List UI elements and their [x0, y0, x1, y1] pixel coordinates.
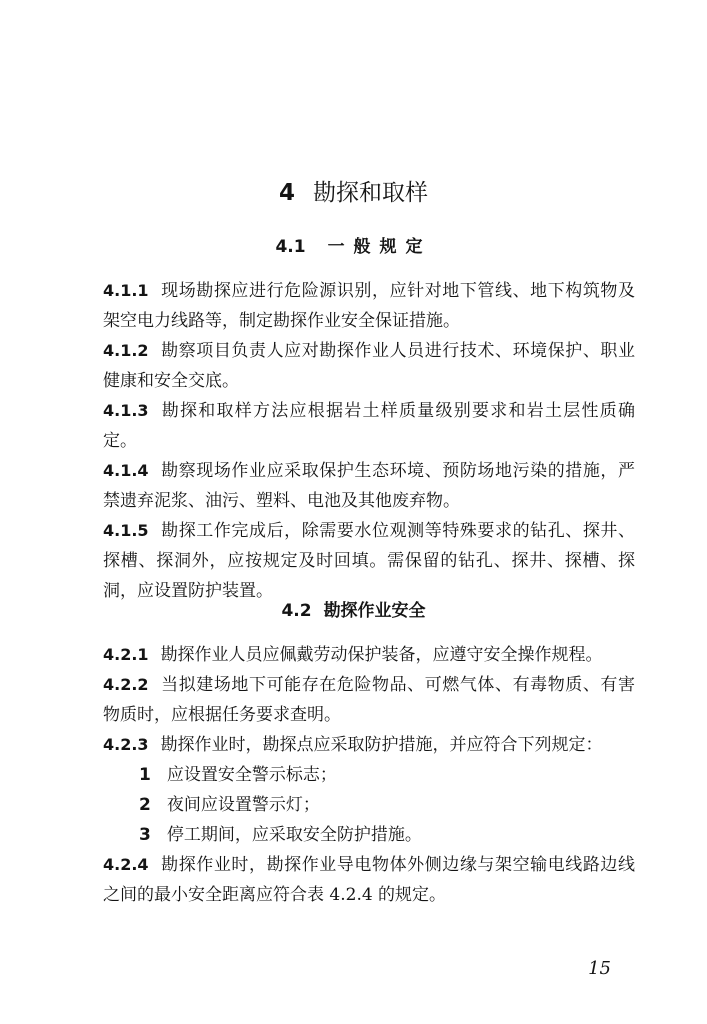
clause-number: 4.1.3: [103, 401, 149, 420]
clause-text: 当拟建场地下可能存在危险物品、可燃气体、有毒物质、有害物质时，应根据任务要求查明。: [103, 675, 635, 725]
item-text: 停工期间，应采取安全防护措施。: [166, 825, 422, 845]
clause-number: 4.1.5: [103, 521, 149, 540]
section-4-1-body: [103, 276, 635, 606]
clause-text: 现场勘探应进行危险源识别，应针对地下管线、地下构筑物及架空电力线路等，制定勘探作业安全保证措施。: [103, 281, 635, 331]
clause: [103, 670, 635, 730]
item-text: 夜间应设置警示灯；: [166, 795, 320, 815]
clause: [103, 396, 635, 456]
clause: [103, 456, 635, 516]
clause: [103, 850, 635, 910]
clause-number: 4.1.2: [103, 341, 149, 360]
clause: [103, 276, 635, 336]
section-title-4-1: [0, 234, 707, 260]
clause: [103, 516, 635, 606]
clause-number: 4.1.1: [103, 281, 149, 300]
clause-text: 勘察项目负责人应对勘探作业人员进行技术、环境保护、职业健康和安全交底。: [103, 341, 635, 391]
list-item: [103, 760, 635, 790]
clause-text: 勘探作业人员应佩戴劳动保护装备，应遵守安全操作规程。: [160, 645, 603, 665]
clause: [103, 730, 635, 760]
clause-text: 勘探作业时，勘探作业导电物体外侧边缘与架空输电线路边线之间的最小安全距离应符合表 4.2.4 的规定。: [103, 855, 635, 905]
page-number: 15: [588, 958, 611, 979]
clause-text: 勘探作业时，勘探点应采取防护措施，并应符合下列规定：: [160, 735, 603, 755]
section-title-4-2: [0, 598, 707, 624]
clause-number: 4.1.4: [103, 461, 149, 480]
clause-number: 4.2.1: [103, 645, 149, 664]
clause-text: 勘探工作完成后，除需要水位观测等特殊要求的钻孔、探井、探槽、探洞外，应按规定及时回填。需保留的钻孔、探井、探槽、探洞，应设置防护装置。: [103, 521, 635, 601]
chapter-title-text: 勘探和取样: [313, 180, 428, 206]
clause-number: 4.2.4: [103, 855, 149, 874]
item-number: 1: [139, 765, 151, 785]
section-title-text: 勘探作业安全: [323, 601, 426, 621]
list-item: [103, 790, 635, 820]
chapter-number: 4: [278, 180, 295, 206]
item-number: 3: [139, 825, 151, 845]
clause-text: 勘探和取样方法应根据岩土样质量级别要求和岩土层性质确定。: [103, 401, 635, 451]
list-item: [103, 820, 635, 850]
clause: [103, 640, 635, 670]
clause-number: 4.2.3: [103, 735, 149, 754]
chapter-title: [0, 176, 707, 210]
clause-number: 4.2.2: [103, 675, 149, 694]
section-4-2-body: [103, 640, 635, 910]
section-title-text: 一般规定: [327, 237, 432, 257]
clause-text: 勘察现场作业应采取保护生态环境、预防场地污染的措施，严禁遗弃泥浆、油污、塑料、电池及其他废弃物。: [103, 461, 635, 511]
item-number: 2: [139, 795, 151, 815]
section-number: 4.1: [275, 237, 306, 257]
section-number: 4.2: [281, 601, 312, 621]
clause: [103, 336, 635, 396]
item-text: 应设置安全警示标志；: [166, 765, 337, 785]
